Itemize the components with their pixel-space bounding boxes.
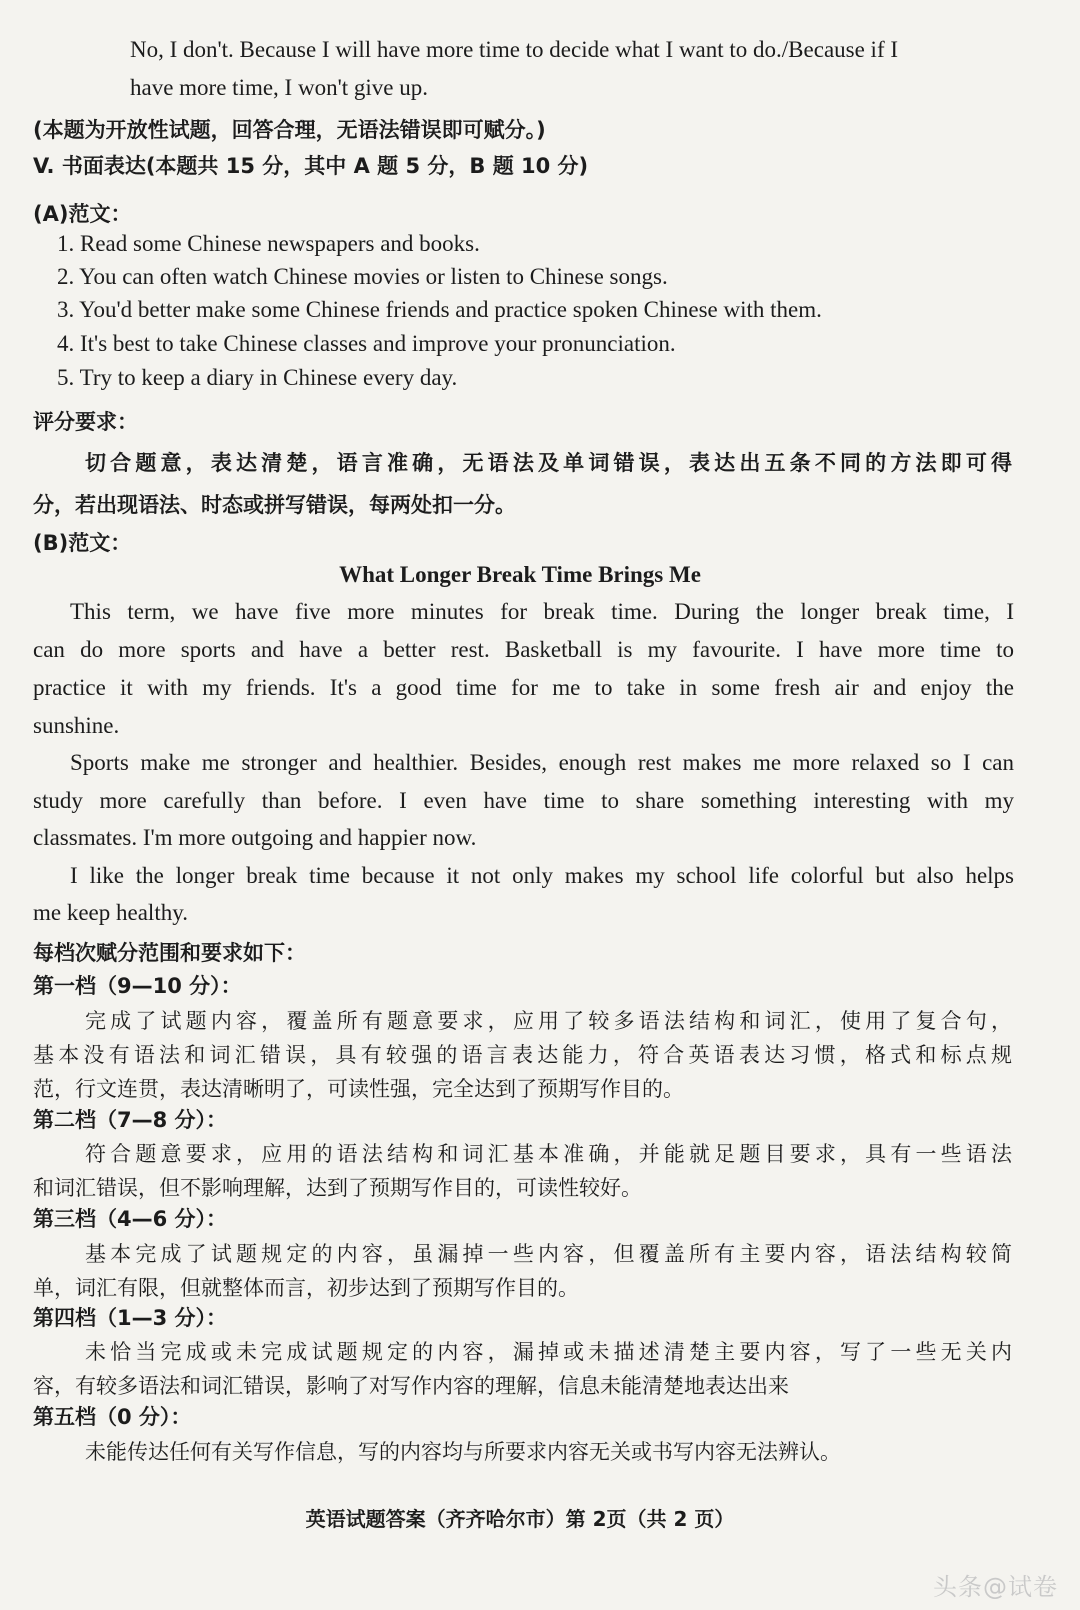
- grading-level-label: 第五档（0 分）：: [33, 1405, 192, 1429]
- grading-level-line: 基本没有语法和词汇错误，具有较强的语言表达能力，符合英语表达习惯，格式和标点规: [33, 1043, 1012, 1067]
- essay-p3-line: I like the longer break time because it not only makes my school life colorful but also helps: [70, 863, 1014, 888]
- criteria-line-1: 切合题意，表达清楚，语言准确，无语法及单词错误，表达出五条不同的方法即可得: [85, 451, 1012, 475]
- essay-p2-line: classmates. I'm more outgoing and happier now.: [33, 825, 477, 850]
- part-a-item: 3. You'd better make some Chinese friends and practice spoken Chinese with them.: [57, 297, 822, 322]
- prev-answer-line-1: No, I don't. Because I will have more time to decide what I want to do./Because if I: [130, 37, 899, 62]
- part-a-item: 2. You can often watch Chinese movies or listen to Chinese songs.: [57, 264, 668, 289]
- part-a-heading: (A)范文：: [33, 202, 132, 226]
- essay-p1-line: can do more sports and have a better rest. Basketball is my favourite. I have more time to: [33, 637, 1014, 662]
- prev-answer-line-2: have more time, I won't give up.: [130, 75, 428, 100]
- essay-title: What Longer Break Time Brings Me: [339, 562, 701, 587]
- grading-level-label: 第三档（4—6 分）：: [33, 1207, 228, 1231]
- grading-level-label: 第四档（1—3 分）：: [33, 1306, 228, 1330]
- grading-level-line: 未能传达任何有关写作信息，写的内容均与所要求内容无关或书写内容无法辨认。: [85, 1440, 841, 1464]
- part-a-item: 4. It's best to take Chinese classes and improve your pronunciation.: [57, 331, 676, 356]
- grading-level-label: 第二档（7—8 分）：: [33, 1108, 228, 1132]
- part-a-item: 5. Try to keep a diary in Chinese every day.: [57, 365, 458, 390]
- essay-p2-line: study more carefully than before. I even have time to share something interesting with my: [33, 788, 1014, 813]
- criteria-heading: 评分要求：: [33, 410, 138, 434]
- watermark: 头条@试卷: [933, 1573, 1058, 1601]
- grading-level-line: 基本完成了试题规定的内容，虽漏掉一些内容，但覆盖所有主要内容，语法结构较简: [85, 1242, 1012, 1266]
- grading-level-line: 范，行文连贯，表达清晰明了，可读性强，完全达到了预期写作目的。: [33, 1077, 684, 1101]
- grading-level-line: 完成了试题内容，覆盖所有题意要求，应用了较多语法结构和词汇，使用了复合句，: [85, 1009, 1012, 1033]
- grading-level-line: 未恰当完成或未完成试题规定的内容，漏掉或未描述清楚主要内容，写了一些无关内: [85, 1340, 1012, 1364]
- essay-p1-line: sunshine.: [33, 713, 120, 738]
- grading-level-line: 容，有较多语法和词汇错误，影响了对写作内容的理解，信息未能清楚地表达出来: [33, 1374, 789, 1398]
- essay-p3-line: me keep healthy.: [33, 900, 188, 925]
- grading-level-line: 和词汇错误，但不影响理解，达到了预期写作目的，可读性较好。: [33, 1176, 642, 1200]
- part-a-item: 1. Read some Chinese newspapers and books.: [57, 231, 480, 256]
- grading-level-line: 符合题意要求，应用的语法结构和词汇基本准确，并能就足题目要求，具有一些语法: [85, 1142, 1012, 1166]
- essay-p1-line: practice it with my friends. It's a good time for me to take in some fresh air and enjoy the: [33, 675, 1014, 700]
- page-footer: 英语试题答案（齐齐哈尔市）第 2页（共 2 页）: [305, 1507, 735, 1531]
- part-b-heading: (B)范文：: [33, 531, 132, 555]
- essay-p2-line: Sports make me stronger and healthier. Besides, enough rest makes me more relaxed so I can: [70, 750, 1014, 775]
- section-5-heading: V. 书面表达(本题共 15 分，其中 A 题 5 分，B 题 10 分): [33, 154, 589, 178]
- grading-level-label: 第一档（9—10 分）：: [33, 974, 242, 998]
- scoring-note: (本题为开放性试题，回答合理，无语法错误即可赋分。): [33, 118, 546, 142]
- grading-level-line: 单，词汇有限，但就整体而言，初步达到了预期写作目的。: [33, 1276, 579, 1300]
- grading-intro: 每档次赋分范围和要求如下：: [33, 941, 306, 965]
- essay-p1-line: This term, we have five more minutes for break time. During the longer break time, I: [70, 599, 1014, 624]
- criteria-line-2: 分，若出现语法、时态或拼写错误，每两处扣一分。: [33, 493, 516, 517]
